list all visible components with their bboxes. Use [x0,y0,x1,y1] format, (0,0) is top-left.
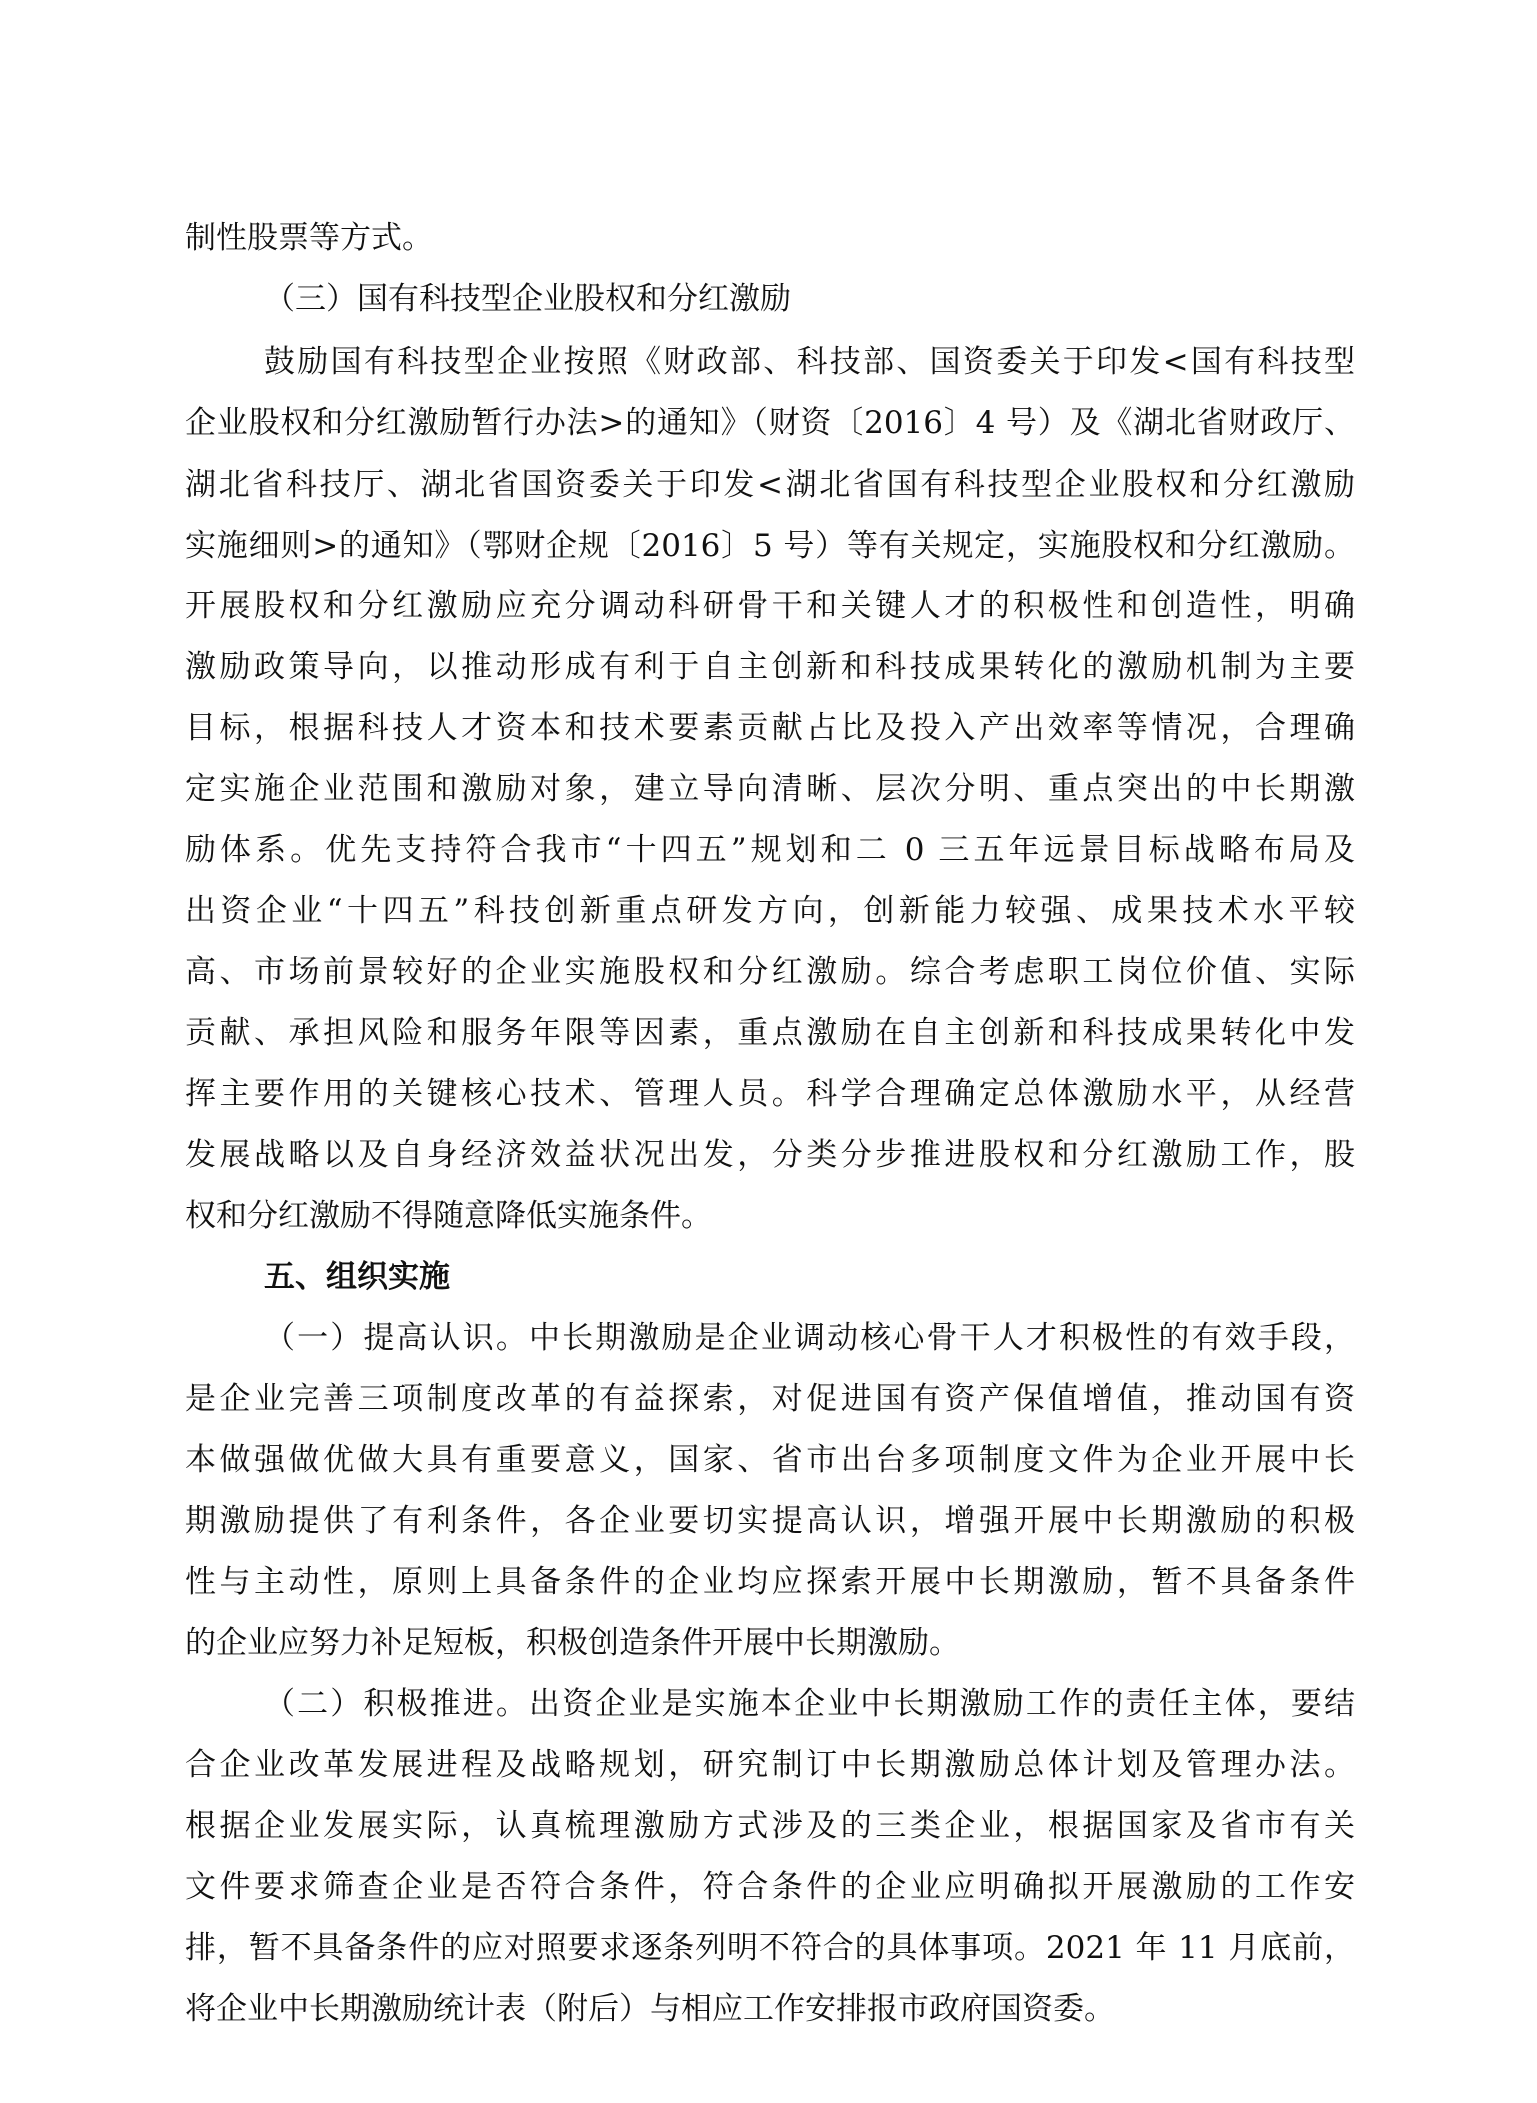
body-line: 企业股权和分红激励暂行办法>的通知》（财资〔2016〕4 号）及《湖北省财政厅、 [185,405,1355,441]
body-line: 出资企业“十四五”科技创新重点研发方向，创新能力较强、成果技术水平较 [185,893,1355,929]
body-line: 将企业中长期激励统计表（附后）与相应工作安排报市政府国资委。 [185,1991,1115,2027]
body-line: 开展股权和分红激励应充分调动科研骨干和关键人才的积极性和创造性，明确 [185,588,1355,624]
section-heading: （三）国有科技型企业股权和分红激励 [264,281,791,317]
body-line: 文件要求筛查企业是否符合条件，符合条件的企业应明确拟开展激励的工作安 [185,1869,1355,1905]
body-line: 性与主动性，原则上具备条件的企业均应探索开展中长期激励，暂不具备条件 [185,1564,1355,1600]
body-line: 目标，根据科技人才资本和技术要素贡献占比及投入产出效率等情况，合理确 [185,710,1355,746]
body-line: 高、市场前景较好的企业实施股权和分红激励。综合考虑职工岗位价值、实际 [185,954,1355,990]
body-line: 贡献、承担风险和服务年限等因素，重点激励在自主创新和科技成果转化中发 [185,1015,1355,1051]
section-heading: 五、组织实施 [264,1259,450,1295]
body-line: 制性股票等方式。 [185,220,433,256]
body-line: 挥主要作用的关键核心技术、管理人员。科学合理确定总体激励水平，从经营 [185,1076,1355,1112]
body-line: 湖北省科技厅、湖北省国资委关于印发<湖北省国有科技型企业股权和分红激励 [185,467,1355,503]
body-line: 根据企业发展实际，认真梳理激励方式涉及的三类企业，根据国家及省市有关 [185,1808,1355,1844]
body-line: 是企业完善三项制度改革的有益探索，对促进国有资产保值增值，推动国有资 [185,1381,1355,1417]
body-line: 合企业改革发展进程及战略规划，研究制订中长期激励总体计划及管理办法。 [185,1747,1355,1783]
body-line: 鼓励国有科技型企业按照《财政部、科技部、国资委关于印发<国有科技型 [264,344,1355,380]
body-line: 励体系。优先支持符合我市“十四五”规划和二 0 三五年远景目标战略布局及 [185,832,1355,868]
body-line: 定实施企业范围和激励对象，建立导向清晰、层次分明、重点突出的中长期激 [185,771,1355,807]
body-line: 发展战略以及自身经济效益状况出发，分类分步推进股权和分红激励工作，股 [185,1137,1355,1173]
body-line: 实施细则>的通知》（鄂财企规〔2016〕5 号）等有关规定，实施股权和分红激励。 [185,528,1355,564]
body-line: 排，暂不具备条件的应对照要求逐条列明不符合的具体事项。2021 年 11 月底前， [185,1930,1355,1966]
body-line: （一）提高认识。中长期激励是企业调动核心骨干人才积极性的有效手段， [264,1320,1355,1356]
body-line: （二）积极推进。出资企业是实施本企业中长期激励工作的责任主体，要结 [264,1686,1355,1722]
body-line: 的企业应努力补足短板，积极创造条件开展中长期激励。 [185,1625,960,1661]
body-line: 本做强做优做大具有重要意义，国家、省市出台多项制度文件为企业开展中长 [185,1442,1355,1478]
body-line: 期激励提供了有利条件，各企业要切实提高认识，增强开展中长期激励的积极 [185,1503,1355,1539]
body-line: 权和分红激励不得随意降低实施条件。 [185,1198,712,1234]
body-line: 激励政策导向，以推动形成有利于自主创新和科技成果转化的激励机制为主要 [185,649,1355,685]
